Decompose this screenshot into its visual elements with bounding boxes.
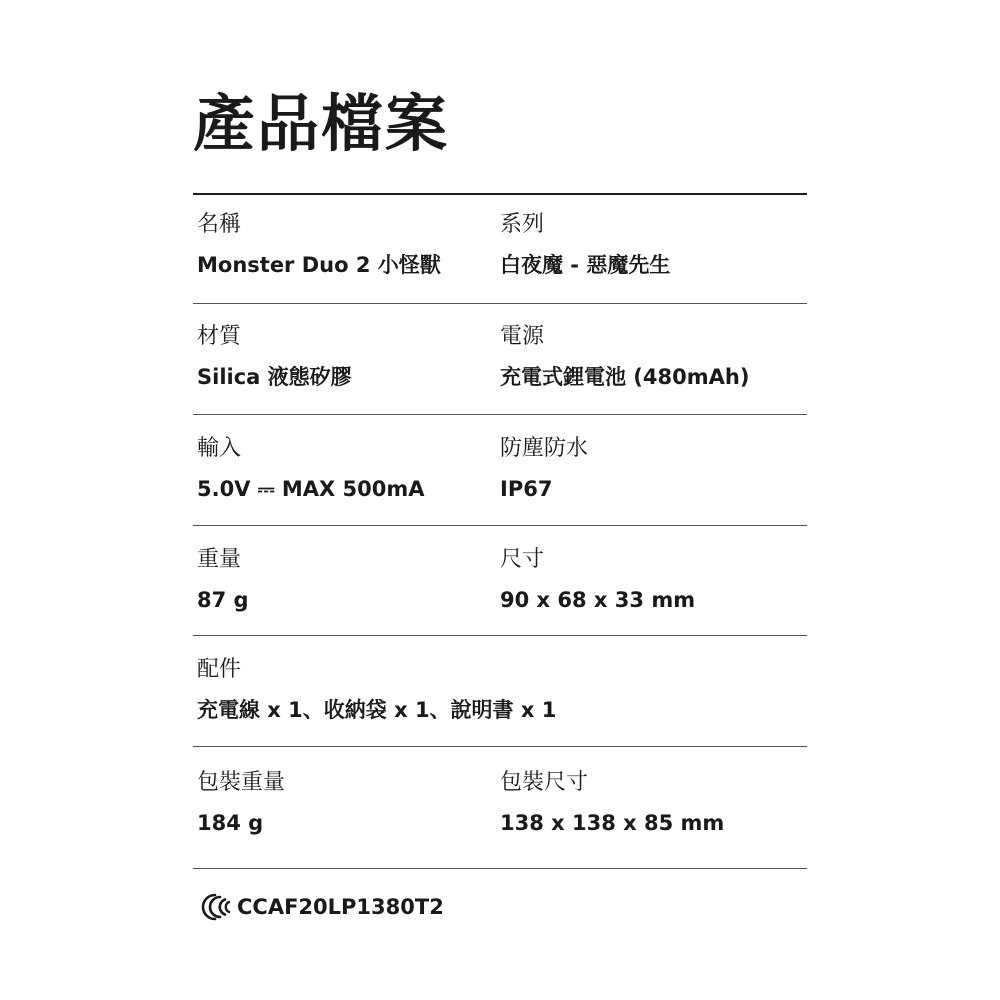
divider <box>193 868 807 869</box>
certification-line <box>195 890 444 924</box>
spec-package-weight <box>197 768 285 838</box>
ncc-mark-icon <box>195 892 231 922</box>
spec-material <box>197 322 352 392</box>
spec-value: IP67 <box>500 477 553 501</box>
page-title: 產品檔案 <box>193 87 450 160</box>
divider <box>193 746 807 747</box>
spec-label: 包裝尺寸 <box>500 770 589 795</box>
spec-power <box>500 322 749 392</box>
spec-value: 白夜魔 - 惡魔先生 <box>500 253 671 277</box>
divider <box>193 635 807 636</box>
spec-label: 尺寸 <box>500 547 545 572</box>
certification-code: CCAF20LP1380T2 <box>237 895 444 919</box>
spec-size <box>500 545 695 615</box>
divider-top <box>193 193 807 195</box>
spec-value: 充電線 x 1、收納袋 x 1、說明書 x 1 <box>197 698 557 722</box>
spec-label: 名稱 <box>197 212 242 237</box>
divider <box>193 525 807 526</box>
spec-weight <box>197 545 249 615</box>
spec-value: 87 g <box>197 588 249 612</box>
spec-value: 充電式鋰電池 (480mAh) <box>500 365 750 389</box>
spec-value: 138 x 138 x 85 mm <box>500 811 725 835</box>
spec-package-size <box>500 768 724 838</box>
spec-label: 防塵防水 <box>500 436 589 461</box>
spec-waterproof <box>500 434 588 504</box>
spec-value: Silica 液態矽膠 <box>197 365 352 389</box>
spec-label: 系列 <box>500 212 545 237</box>
divider <box>193 303 807 304</box>
spec-label: 電源 <box>500 324 545 349</box>
spec-value: 184 g <box>197 811 264 835</box>
divider <box>193 414 807 415</box>
spec-value: 90 x 68 x 33 mm <box>500 588 696 612</box>
spec-label: 材質 <box>197 324 242 349</box>
spec-input <box>197 434 424 504</box>
spec-label: 包裝重量 <box>197 770 286 795</box>
spec-name <box>197 210 441 280</box>
spec-accessories <box>197 655 556 725</box>
spec-series <box>500 210 670 280</box>
spec-label: 輸入 <box>197 436 242 461</box>
spec-value: 5.0V ⎓ MAX 500mA <box>197 477 425 501</box>
spec-value: Monster Duo 2 小怪獸 <box>197 253 441 277</box>
spec-label: 配件 <box>197 657 242 682</box>
spec-label: 重量 <box>197 547 242 572</box>
